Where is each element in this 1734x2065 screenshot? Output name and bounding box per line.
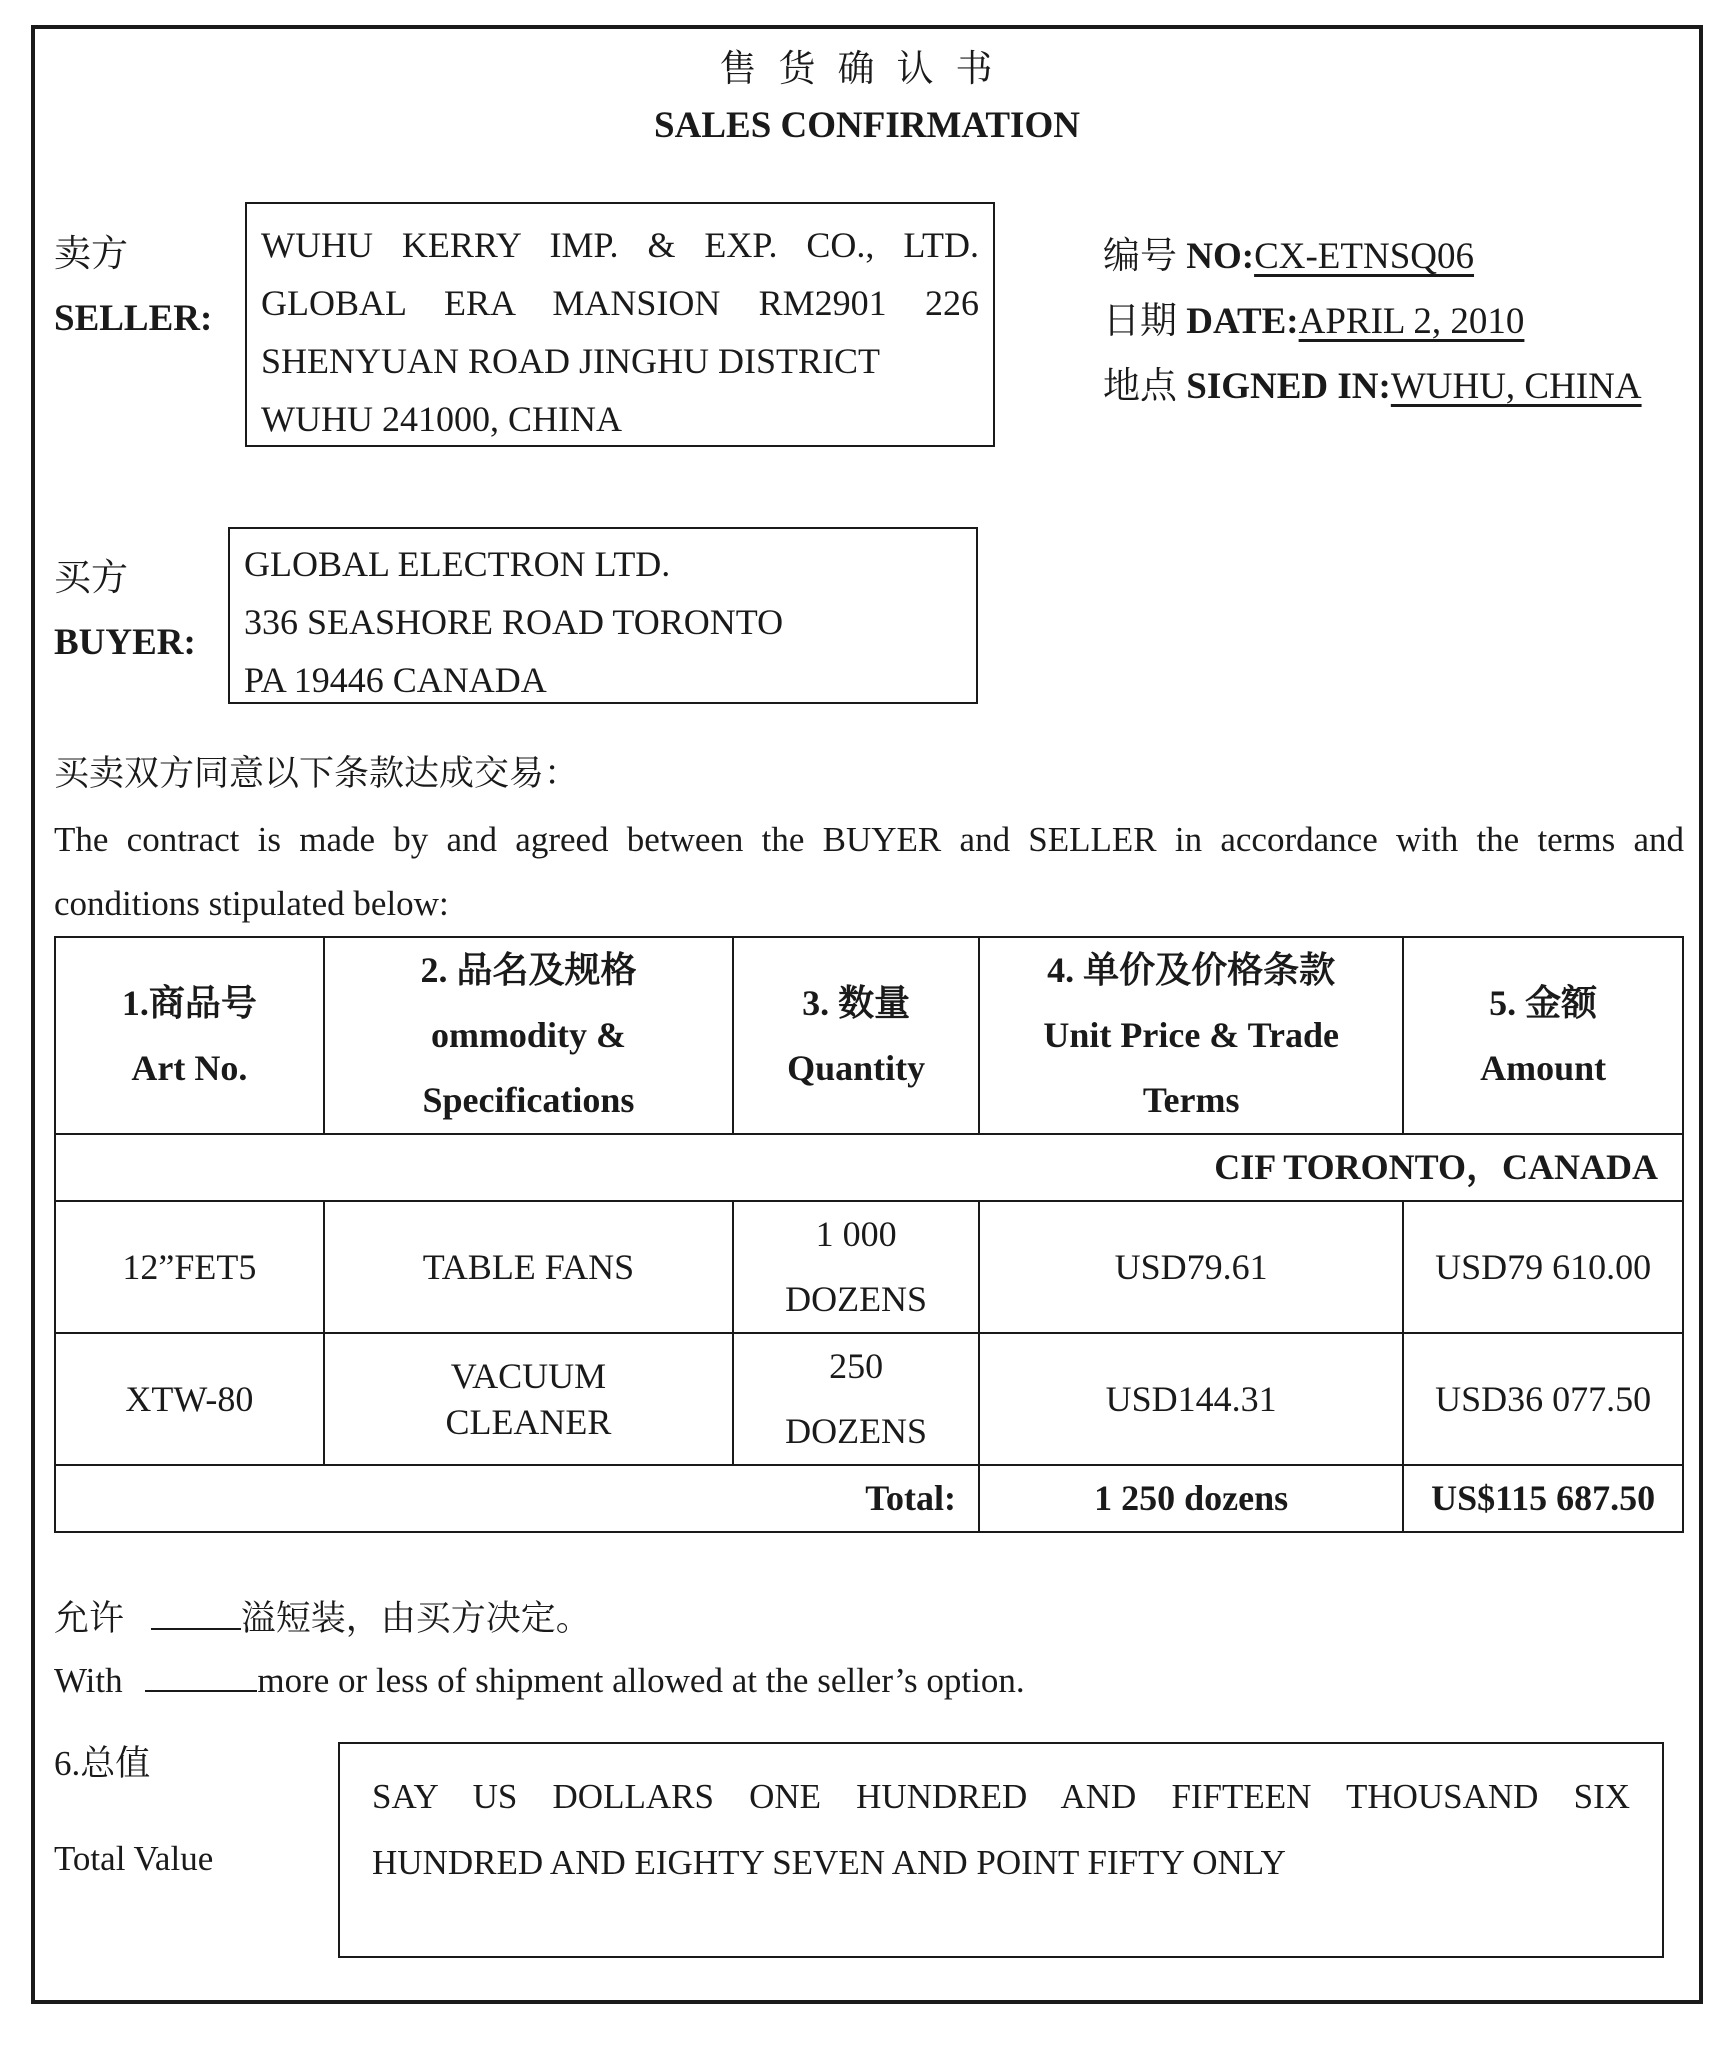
row-amount: USD36 077.50	[1403, 1333, 1683, 1465]
buyer-label	[54, 547, 196, 675]
contract-date-label-cn: 日期	[1103, 301, 1177, 342]
header-quantity	[733, 937, 979, 1134]
total-value-box	[338, 1742, 1664, 1958]
seller-label-en: SELLER:	[54, 298, 213, 339]
more-or-less-en-suffix: more or less of shipment allowed at the seller’s option.	[257, 1661, 1025, 1700]
percentage-blank-cn	[151, 1598, 241, 1630]
header-unit-price	[979, 937, 1403, 1134]
percentage-blank-en	[145, 1660, 257, 1692]
buyer-box	[228, 527, 978, 704]
table-row	[55, 1333, 1683, 1465]
header-line: Quantity	[787, 1047, 926, 1088]
total-value-line-2: HUNDRED AND EIGHTY SEVEN AND POINT FIFTY ONLY	[372, 1843, 1286, 1882]
header-line: Art No.	[131, 1047, 248, 1088]
header-line: 2. 品名及规格	[420, 950, 637, 990]
header-line: Amount	[1480, 1047, 1607, 1088]
row-quantity	[733, 1333, 979, 1465]
header-line: 1.商品号	[121, 982, 257, 1023]
row-commodity-line: CLEANER	[445, 1402, 612, 1442]
seller-line-3: SHENYUAN ROAD JINGHU DISTRICT	[261, 341, 880, 381]
seller-label	[54, 223, 212, 351]
total-value-line-1: SAY US DOLLARS ONE HUNDRED AND FIFTEEN THOUSAND SIX	[372, 1777, 1630, 1816]
header-line: 5. 金额	[1489, 982, 1598, 1023]
title-cn: 售货确认书	[719, 49, 1015, 90]
row-commodity	[324, 1201, 734, 1333]
row-unit-price: USD144.31	[979, 1333, 1403, 1465]
total-amount: US$115 687.50	[1403, 1465, 1683, 1532]
seller-line-4: WUHU 241000, CHINA	[261, 399, 622, 439]
agreement-en-line-2: conditions stipulated below:	[54, 884, 449, 923]
contract-date-value: APRIL 2, 2010	[1298, 301, 1525, 342]
seller-line-2: GLOBAL ERA MANSION RM2901 226	[261, 283, 979, 323]
header-line: Specifications	[422, 1080, 635, 1120]
more-or-less-cn-prefix: 允许	[54, 1599, 125, 1638]
agreement-en-line-1: The contract is made by and agreed between the BUYER and SELLER in accordance with the terms and	[54, 820, 1684, 859]
row-quantity-line: DOZENS	[785, 1279, 928, 1319]
row-art-no: XTW-80	[55, 1333, 324, 1465]
signed-in-label-cn: 地点	[1103, 366, 1177, 407]
buyer-line-2: 336 SEASHORE ROAD TORONTO	[244, 602, 784, 642]
table-header-row	[55, 937, 1683, 1134]
contract-signed-in	[1103, 354, 1642, 419]
more-or-less-en	[54, 1656, 1025, 1706]
header-amount	[1403, 937, 1683, 1134]
buyer-line-3: PA 19446 CANADA	[244, 660, 547, 700]
total-label: Total:	[55, 1465, 979, 1532]
header-art-no	[55, 937, 324, 1134]
seller-label-cn: 卖方	[54, 234, 128, 275]
items-table	[54, 936, 1684, 1533]
contract-no	[1103, 224, 1642, 289]
total-row	[55, 1465, 1683, 1532]
title-en: SALES CONFIRMATION	[654, 105, 1080, 146]
signed-in-label-en: SIGNED IN:	[1186, 366, 1391, 407]
total-value-label-cn: 6.总值	[54, 1744, 151, 1783]
row-amount: USD79 610.00	[1403, 1201, 1683, 1333]
row-commodity	[324, 1333, 734, 1465]
contract-no-label-en: NO:	[1186, 236, 1255, 277]
row-quantity-line: 250	[829, 1346, 884, 1386]
header-line: 3. 数量	[802, 982, 911, 1023]
header-line: Terms	[1142, 1080, 1240, 1120]
trade-terms: CIF TORONTO，CANADA	[55, 1134, 1683, 1201]
seller-box	[245, 202, 995, 447]
table-row	[55, 1201, 1683, 1333]
row-commodity-line: TABLE FANS	[422, 1246, 635, 1287]
buyer-label-en: BUYER:	[54, 622, 196, 663]
contract-no-value: CX-ETNSQ06	[1254, 236, 1475, 277]
header-line: Unit Price & Trade	[1043, 1015, 1339, 1055]
trade-terms-row	[55, 1134, 1683, 1201]
row-quantity	[733, 1201, 979, 1333]
row-unit-price: USD79.61	[979, 1201, 1403, 1333]
agreement-cn: 买卖双方同意以下条款达成交易：	[54, 754, 580, 793]
contract-no-label-cn: 编号	[1103, 236, 1177, 277]
header-commodity	[324, 937, 734, 1134]
total-value-label-en: Total Value	[54, 1839, 214, 1878]
header-line: ommodity &	[430, 1015, 626, 1055]
total-quantity: 1 250 dozens	[979, 1465, 1403, 1532]
contract-date	[1103, 289, 1642, 354]
contract-date-label-en: DATE:	[1186, 301, 1299, 342]
more-or-less-en-prefix: With	[54, 1661, 123, 1700]
signed-in-value: WUHU, CHINA	[1390, 366, 1642, 407]
row-quantity-line: 1 000	[815, 1214, 897, 1254]
row-quantity-line: DOZENS	[785, 1411, 928, 1451]
more-or-less-cn	[54, 1594, 591, 1644]
row-commodity-line: VACUUM	[450, 1356, 607, 1396]
contract-meta	[1103, 224, 1642, 419]
more-or-less-cn-suffix: 溢短装，由买方决定。	[240, 1599, 591, 1638]
buyer-label-cn: 买方	[54, 558, 128, 599]
header-line: 4. 单价及价格条款	[1047, 950, 1336, 990]
seller-line-1: WUHU KERRY IMP. & EXP. CO., LTD.	[261, 225, 979, 265]
buyer-line-1: GLOBAL ELECTRON LTD.	[244, 544, 671, 584]
row-art-no: 12”FET5	[55, 1201, 324, 1333]
